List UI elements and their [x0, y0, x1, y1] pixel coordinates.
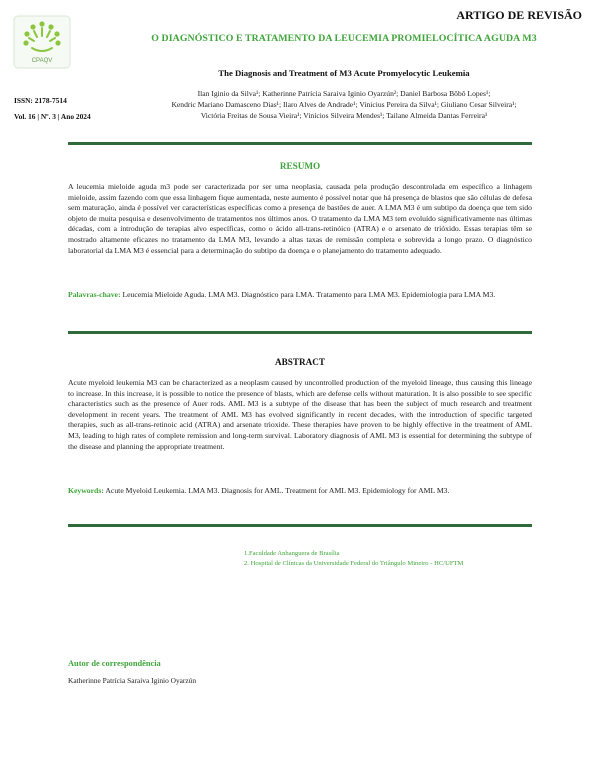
- author-line: Victória Freitas de Sousa Vieira¹; Vinícios Silveira Mendes¹; Tailane Almeida Dantas Ferreira¹: [200, 111, 488, 120]
- author-list: [96, 88, 592, 121]
- resumo-title: RESUMO: [279, 161, 321, 171]
- title-english: The Diagnosis and Treatment of M3 Acute Promyelocytic Leukemia: [218, 68, 470, 78]
- volume-info: Vol. 16 | Nº. 3 | Ano 2024: [14, 112, 91, 121]
- section-divider: [68, 142, 532, 145]
- keywords-label: Palavras-chave:: [68, 290, 121, 299]
- author-line: Ilan Iginio da Silva¹; Katherinne Patrícia Saraiva Iginio Oyarzún²; Daniel Barbosa Bôbô Lopes¹;: [197, 89, 491, 98]
- keywords-text: Leucemia Mieloide Aguda. LMA M3. Diagnóstico para LMA. Tratamento para LMA M3. Epidemiologia para LMA M3.: [120, 290, 496, 299]
- correspondence-label: Autor de correspondência: [68, 659, 161, 668]
- resumo-text: A leucemia mieloide aguda m3 pode ser caracterizada por ser uma neoplasia, causada pela produção descontrolada em específico a linhagem mieloide, assim fazendo com que essa linhagem fique aumentada, neste aumento é possível notar que há presença de blastos que são células de defesa sem maturação, ainda é possível ver características específicas como a presença de bastões de auer. A LMA M3 é um subtipo da doença que tem sido objeto de muita pesquisa e desenvolvimento de tratamentos nos últimos anos. O tratamento da LMA M3 tem evoluído significativamente nas últimas décadas, com a introdução de terapias alvo específicas, como o ácido all-trans-retinóico (ATRA) e o arsenato de trióxido. Essas terapias têm se mostrado altamente eficazes no tratamento da LMA M3, levando a altas taxas de remissão completa e sobrevida a longo prazo. O diagnóstico laboratorial da LMA M3 é essencial para a determinação do subtipo da doença e o planejamento do tratamento adequado.: [68, 182, 532, 255]
- author-line: Kendric Mariano Damasceno Dias¹; Ilaro Alves de Andrade¹; Vinicius Pereira da Silva¹; Giuliano Cesar Silveira¹;: [171, 100, 517, 109]
- title-portuguese: O DIAGNÓSTICO E TRATAMENTO DA LEUCEMIA PROMIELOCÍTICA AGUDA M3: [151, 33, 537, 44]
- svg-text:CPAQV: CPAQV: [31, 58, 53, 64]
- article-type: ARTIGO DE REVISÃO: [456, 8, 582, 22]
- correspondence-name: Katherinne Patrícia Saraiva Iginio Oyarzún: [68, 676, 197, 685]
- affiliation-item: 1.Faculdade Anhanguera de Brasília: [244, 550, 340, 557]
- affiliations: [244, 549, 463, 569]
- keywords-label: Keywords:: [68, 486, 104, 495]
- resumo-keywords: [68, 290, 532, 301]
- keywords-text: Acute Myeloid Leukemia. LMA M3. Diagnosis for AML. Treatment for AML M3. Epidemiology for AML M3.: [103, 486, 450, 495]
- abstract-text: Acute myeloid leukemia M3 can be characterized as a neoplasm caused by uncontrolled production of the myeloid lineage, thus causing this lineage to increase. In this increase, it is possible to notice the presence of blasts, which are defense cells without maturation. It is also possible to see specific characteristics such as the presence of Auer rods. AML M3 is a subtype of the disease that has been the subject of much research and treatment development in recent years. The treatment of AML M3 has evolved significantly in recent decades, with the introduction of specific targeted therapies, such as all-trans-retinoic acid (ATRA) and arsenate trioxide. These therapies have proven to be highly effective in the treatment of AML M3, leading to high rates of complete remission and long-term survival. Laboratory diagnosis of AML M3 is essential for determining the subtype of the disease and planning the appropriate treatment.: [68, 378, 532, 451]
- abstract-keywords: [68, 486, 532, 497]
- affiliation-item: 2. Hospital de Clínicas da Universidade Federal do Triângulo Mineiro - HC/UFTM: [244, 560, 464, 567]
- section-divider: [68, 524, 532, 527]
- issn: ISSN: 2178-7514: [14, 96, 67, 105]
- abstract-title: ABSTRACT: [274, 357, 326, 367]
- section-divider: [68, 331, 532, 334]
